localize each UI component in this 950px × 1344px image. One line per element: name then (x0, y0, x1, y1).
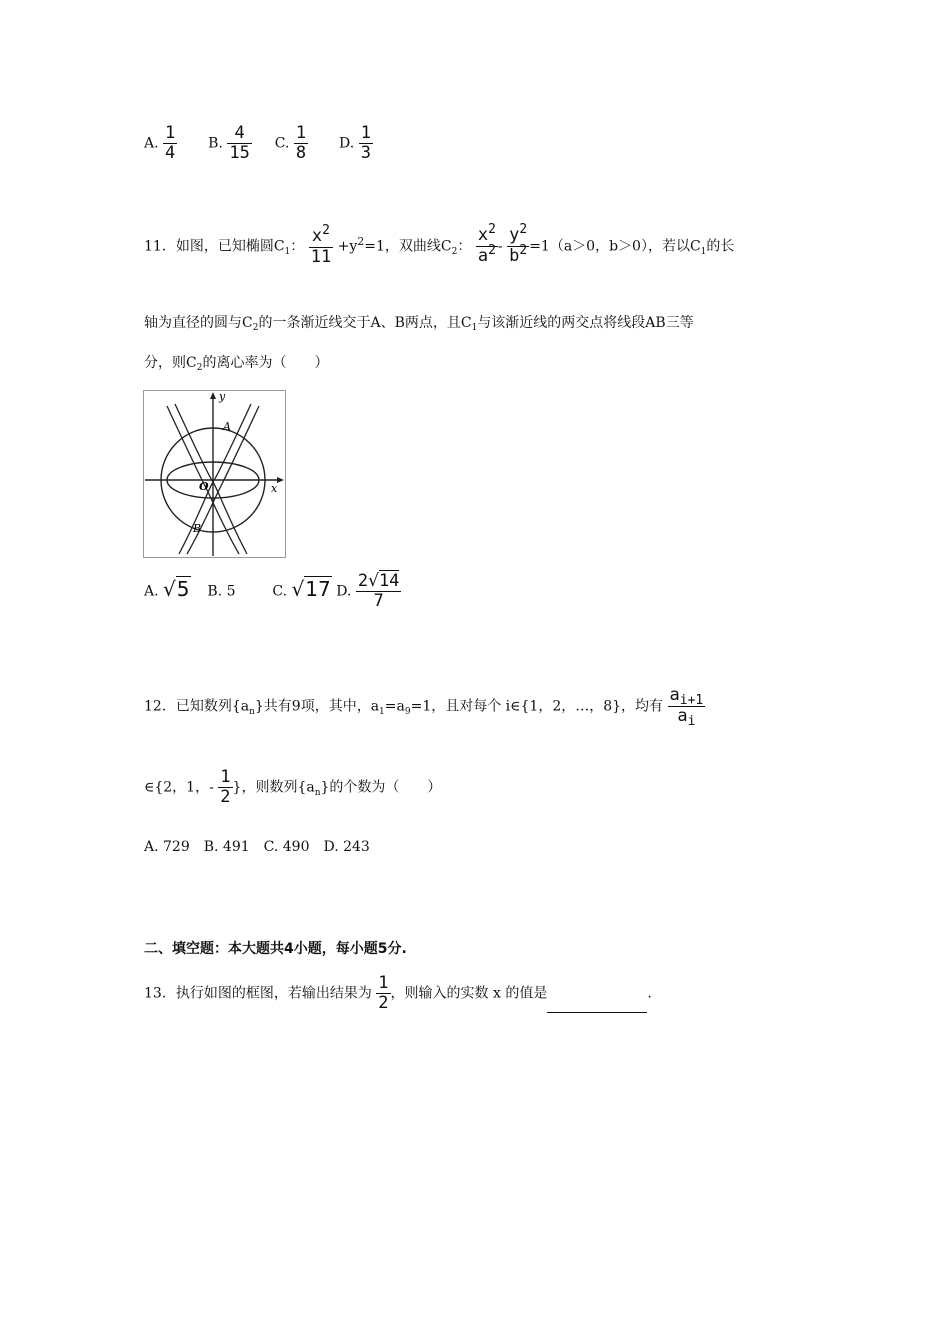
section-2-heading: 二、填空题：本大题共4小题，每小题5分. (144, 941, 407, 957)
answer-blank[interactable] (547, 998, 647, 1013)
ellipse-hyperbola-diagram (143, 390, 286, 558)
q11-hyperbola-fraction-x: $\frac{x^2}{a^2}$ (477, 222, 496, 266)
q10-option-a-fraction: $\frac{1}{4}$ (165, 123, 176, 163)
label-y: y (219, 390, 226, 403)
q12-stem-line-2: ∈{2，1，- $\frac{1}{2}$ }，则数列$\{a_n\}$的个数为（ ） (144, 767, 442, 807)
q10-option-c-fraction: $\frac{1}{8}$ (295, 123, 307, 163)
q10-option-b-fraction: $\frac{4}{15}$ (229, 123, 250, 163)
q13-stem: 13．执行如图的框图，若输出结果为 $\frac{1}{2}$ ，则输入的实数 x 的值是 . (144, 973, 652, 1013)
q10-option-d-label: D. (339, 135, 355, 152)
q10-options (144, 124, 373, 163)
label-a: A (223, 420, 231, 433)
q11-hyperbola-fraction-y: $\frac{y^2}{b^2}$ (509, 222, 528, 266)
q11-figure (143, 390, 286, 558)
q10-option-c-label: C. (274, 135, 290, 152)
q12-stem-line-1: 12．已知数列$\{a_n\}$共有9项，其中，$a_1=a_9=1$，且对每个 i∈{1，2，…，8}，均有 $\frac{a_{i+1}}{a_i}$ (144, 685, 704, 729)
q12-options: A. 729 B. 491 C. 490 D. 243 (144, 839, 370, 855)
q11-option-c-sqrt: √17 (291, 576, 331, 601)
q11-options: A. √5 B. 5 C. √17 D. $\frac{2√14}{7}$ (144, 571, 400, 611)
q10-option-d-fraction: $\frac{1}{3}$ (360, 123, 371, 163)
label-o: O (199, 480, 209, 493)
q11-option-d-fraction: $\frac{2√14}{7}$ (357, 571, 400, 611)
q11-stem-line-3: 分，则$C_2$的离心率为（ ） (144, 355, 329, 373)
q10-option-b-label: B. (208, 135, 223, 152)
q12-ratio-fraction: $\frac{a_{i+1}}{a_i}$ (669, 685, 704, 729)
label-x: x (271, 482, 278, 495)
q10-option-a-label: A. (144, 135, 159, 152)
q13-half-fraction: $\frac{1}{2}$ (378, 973, 389, 1013)
q11-stem-line-1: 11．如图，已知椭圆$C_1$： $\frac{x^2}{11}$ $+y^2=1$，双曲线$C_2$： $\frac{x^2}{a^2}$ - $\frac{y^2}{b^2}$ =1（a＞0，b＞0），若以$C_1$的长 (144, 222, 735, 267)
label-b: B (193, 522, 202, 535)
q11-ellipse-fraction: $\frac{x^2}{11}$ (310, 222, 332, 267)
q11-option-a-sqrt: √5 (163, 576, 190, 601)
q11-stem-line-2: 轴为直径的圆与$C_2$的一条渐近线交于A、B两点，且$C_1$与该渐近线的两交点将线段AB三等 (144, 315, 694, 333)
q12-half-fraction: $\frac{1}{2}$ (220, 767, 231, 807)
